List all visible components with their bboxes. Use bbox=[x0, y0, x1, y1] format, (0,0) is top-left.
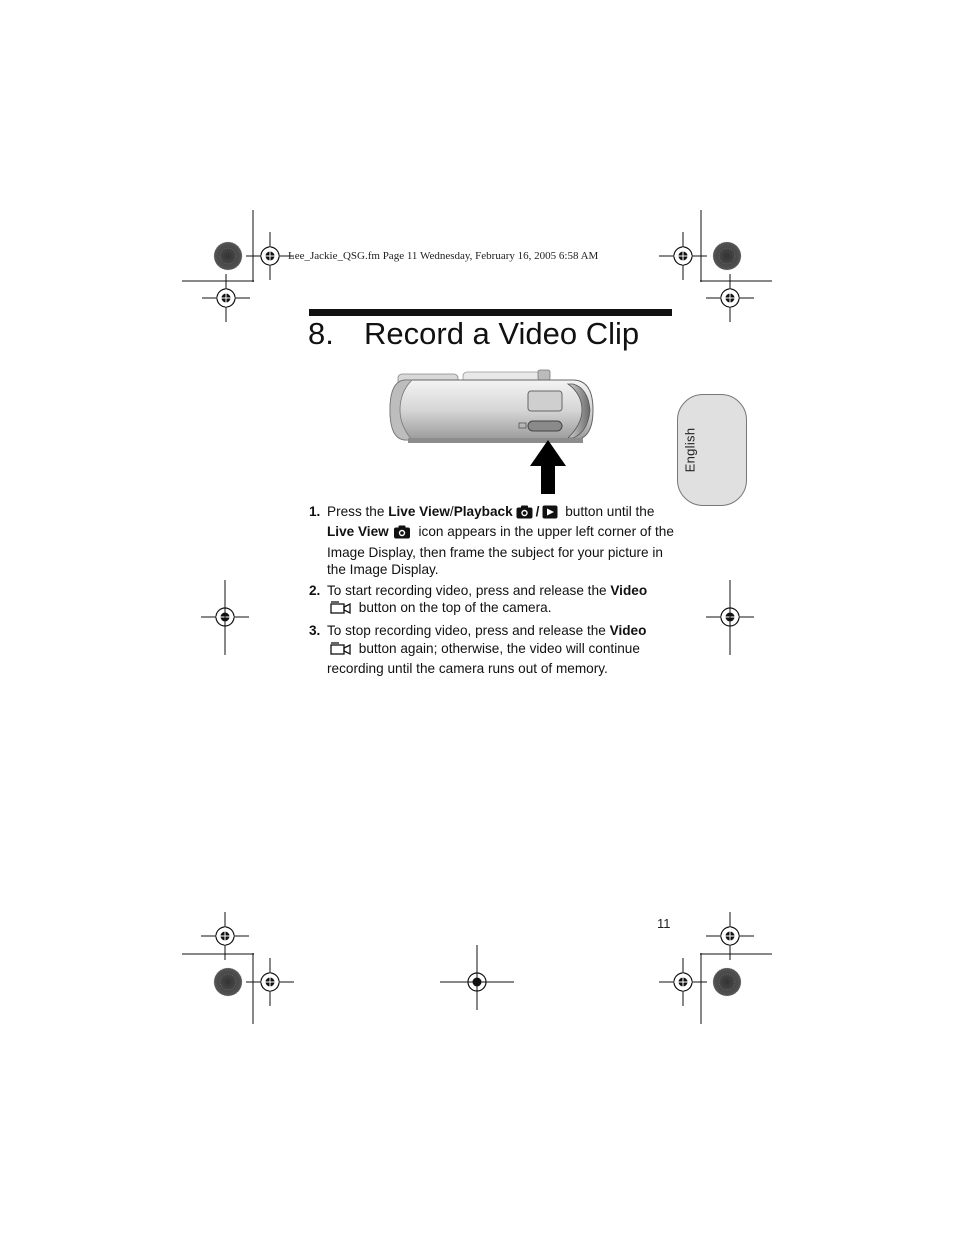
step-number: 3. bbox=[309, 623, 321, 639]
language-tab-label: English bbox=[682, 427, 698, 473]
live-view-label: Live View bbox=[388, 504, 450, 519]
camera-icon bbox=[392, 525, 412, 543]
starburst-icon bbox=[214, 968, 242, 996]
step-text: To stop recording video, press and release the Video button again; otherwise, the video will continue recording until the camera runs out of memory. bbox=[327, 623, 647, 677]
step-number: 2. bbox=[309, 582, 321, 598]
page-number: 11 bbox=[657, 916, 671, 931]
step-1 bbox=[309, 503, 674, 579]
step-3 bbox=[309, 622, 674, 677]
playback-label: Playback bbox=[453, 504, 513, 519]
video-label: Video bbox=[610, 582, 648, 598]
video-icon bbox=[330, 601, 352, 619]
step-text: To start recording video, press and release the Video button on the top of the camera. bbox=[327, 582, 674, 620]
section-title: Record a Video Clip bbox=[364, 316, 640, 351]
registration-mark-icon bbox=[201, 912, 249, 960]
step-2 bbox=[309, 582, 674, 620]
title-rule bbox=[309, 309, 672, 316]
steps-list bbox=[309, 503, 674, 681]
step-text: Press the Live View/Playback / button until the Live View icon appears in the upper left corner of the Image Display, then frame the subject for your picture in the Image Display. bbox=[327, 504, 674, 578]
section-number: 8. bbox=[308, 316, 334, 351]
starburst-icon bbox=[713, 242, 741, 270]
video-label: Video bbox=[609, 623, 647, 639]
playback-icon bbox=[542, 505, 558, 523]
video-icon bbox=[330, 642, 352, 660]
starburst-icon bbox=[713, 968, 741, 996]
file-header: Lee_Jackie_QSG.fm Page 11 Wednesday, February 16, 2005 6:58 AM bbox=[288, 250, 599, 262]
live-view-label-2: Live View bbox=[327, 524, 389, 540]
registration-mark-icon bbox=[706, 912, 754, 960]
registration-mark-icon bbox=[659, 958, 707, 1006]
camera-top-illustration bbox=[388, 366, 660, 496]
starburst-icon bbox=[214, 242, 242, 270]
registration-mark-icon bbox=[659, 232, 707, 280]
camera-icon bbox=[516, 505, 533, 523]
step-number: 1. bbox=[309, 504, 321, 519]
page-title bbox=[308, 316, 639, 352]
